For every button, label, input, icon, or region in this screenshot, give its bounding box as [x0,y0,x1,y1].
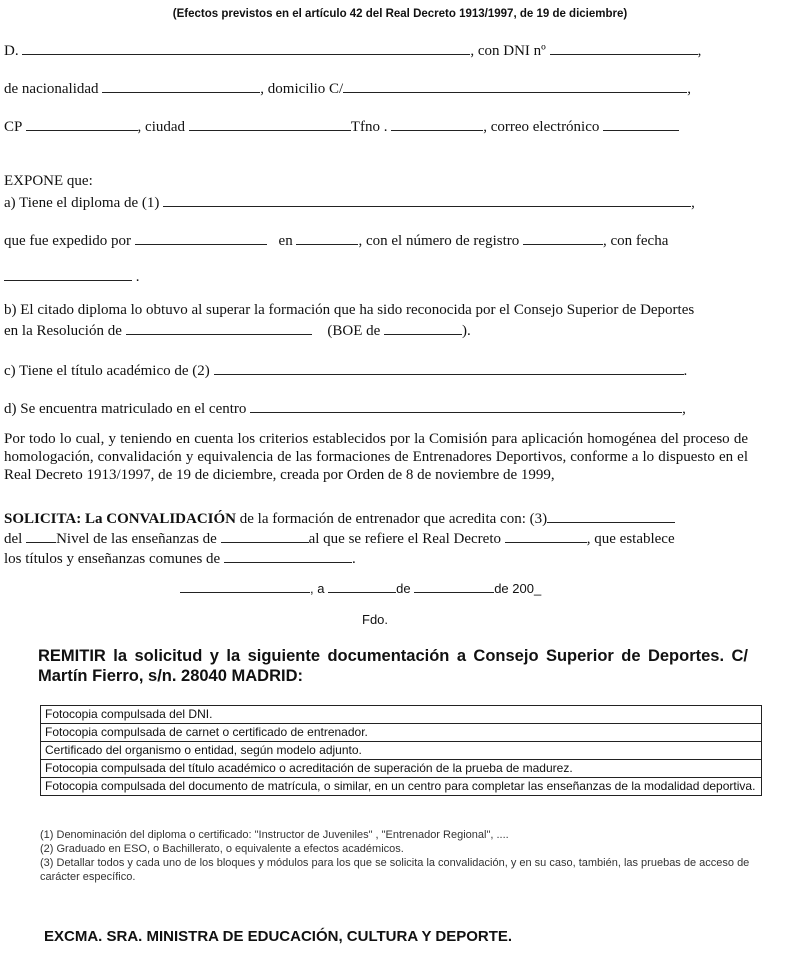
academic-title-field[interactable] [214,360,684,375]
decree-field[interactable] [505,528,587,543]
issue-date-field[interactable] [4,266,132,281]
solicita-section [4,508,748,568]
contact-row [4,116,679,136]
footnote-3: (3) Detallar todos y cada uno de los bloques y módulos para los que se solicita la convalidación, y en su caso, también, las pruebas de acceso de carácter específico. [40,857,750,883]
nationality-field[interactable] [102,78,260,93]
email-label: , correo electrónico [483,119,600,135]
solicita-label: SOLICITA: [4,511,82,527]
refiere-label: al que se refiere el Real Decreto [308,531,501,547]
comma: , [691,195,695,211]
period: . [135,269,140,285]
header-note: (Efectos previstos en el artículo 42 del Real Decreto 1913/1997, de 19 de diciembre) [172,8,628,20]
date-year-label: de 200_ [494,581,542,596]
footnotes [40,828,792,884]
name-field[interactable] [22,40,470,55]
document-item: Certificado del organismo o entidad, según modelo adjunto. [41,742,762,760]
boe-field[interactable] [384,320,462,335]
date-a-label: , a [310,581,325,596]
teachings-field[interactable] [221,528,309,543]
footnote-1: (1) Denominación del diploma o certificado: "Instructor de Juveniles" , "Entrenador Regional", .... [40,829,509,841]
nationality-label: de nacionalidad [4,81,99,97]
name-dni-row [4,40,701,60]
dni-label: , con DNI nº [470,43,546,59]
dni-field[interactable] [550,40,698,55]
month-field[interactable] [414,578,494,593]
issued-row [4,230,668,250]
del-label: del [4,531,23,547]
document-item: Fotocopia compulsada de carnet o certificado de entrenador. [41,724,762,742]
d-label: D. [4,43,19,59]
registry-field[interactable] [523,230,603,245]
titulos-label: los títulos y enseñanzas comunes de [4,551,221,567]
date-label: , con fecha [603,233,669,249]
diploma-field[interactable] [163,192,691,207]
issue-place-field[interactable] [296,230,358,245]
comma: , [687,81,691,97]
center-field[interactable] [250,398,682,413]
table-row [41,706,762,724]
document-item: Fotocopia compulsada del documento de matrícula, o similar, en un centro para completar las enseñanzas de la modalidad deportiva. [41,778,762,796]
resolution-label: en la Resolución de [4,323,122,339]
exposition-paragraph: Por todo lo cual, y teniendo en cuenta los criterios establecidos por la Comisión para aplicación homogénea del proceso de homologación, convalidación y equivalencia de las formaciones de Entrenadores Deportivos, conforme a lo dispuesto en el Real Decreto 1913/1997, de 19 de diciembre, creada por Orden de 8 de noviembre de 1999, [4,431,748,483]
city-field[interactable] [189,116,351,131]
boe-label: (BOE de [327,323,381,339]
period: . [351,551,356,567]
title-row [4,360,687,380]
common-teachings-field[interactable] [224,548,352,563]
table-row [41,724,762,742]
city-label: , ciudad [137,119,186,135]
documents-table [40,705,762,796]
document-item: Fotocopia compulsada del título académico o acreditación de superación de la prueba de madurez. [41,760,762,778]
expone-title: EXPONE que: [4,173,93,189]
registry-label: , con el número de registro [358,233,520,249]
comma: , [697,43,702,59]
issuer-field[interactable] [135,230,267,245]
boe-close: ). [462,323,471,339]
convalidacion-label: La CONVALIDACIÓN [85,511,236,527]
phone-label: Tfno . [350,119,388,135]
comma: , [682,401,686,417]
en-label: en [278,233,293,249]
period: . [683,363,688,379]
level-field[interactable] [26,528,56,543]
domicile-label: , domicilio C/ [260,81,344,97]
remit-heading: REMITIR la solicitud y la siguiente documentación a Consejo Superior de Deportes. C/ Martín Fierro, s/n. 28040 MADRID: [38,647,748,685]
email-field[interactable] [603,116,679,131]
phone-field[interactable] [391,116,483,131]
table-row [41,742,762,760]
academic-title-label: c) Tiene el título académico de (2) [4,363,210,379]
b-text: b) El citado diploma lo obtuvo al superar la formación que ha sido reconocida por el Consejo Superior de Deportes [4,302,695,318]
center-label: d) Se encuentra matriculado en el centro [4,401,247,417]
table-row [41,778,762,796]
diploma-label: a) Tiene el diploma de (1) [4,195,160,211]
establece-label: , que establece [586,531,675,547]
date-de-label: de [396,581,411,596]
resolution-row [4,320,471,340]
resolution-field[interactable] [126,320,312,335]
addressee: EXCMA. SRA. MINISTRA DE EDUCACIÓN, CULTURA Y DEPORTE. [44,928,513,945]
day-field[interactable] [328,578,396,593]
accredits-field[interactable] [547,508,675,523]
signature-label: Fdo. [362,612,389,627]
nationality-domicile-row [4,78,691,98]
center-row [4,398,686,418]
diploma-row [4,192,695,212]
cp-label: CP [4,119,22,135]
nivel-label: Nivel de las enseñanzas de [56,531,217,547]
document-item: Fotocopia compulsada del DNI. [41,706,762,724]
table-row [41,760,762,778]
cp-field[interactable] [26,116,138,131]
issued-label: que fue expedido por [4,233,132,249]
domicile-field[interactable] [343,78,687,93]
place-field[interactable] [180,578,310,593]
solicita-text: de la formación de entrenador que acredita con: (3) [236,511,548,527]
issue-date-row [4,266,140,286]
date-line [180,578,541,596]
footnote-2: (2) Graduado en ESO, o Bachillerato, o equivalente a efectos académicos. [40,843,404,855]
